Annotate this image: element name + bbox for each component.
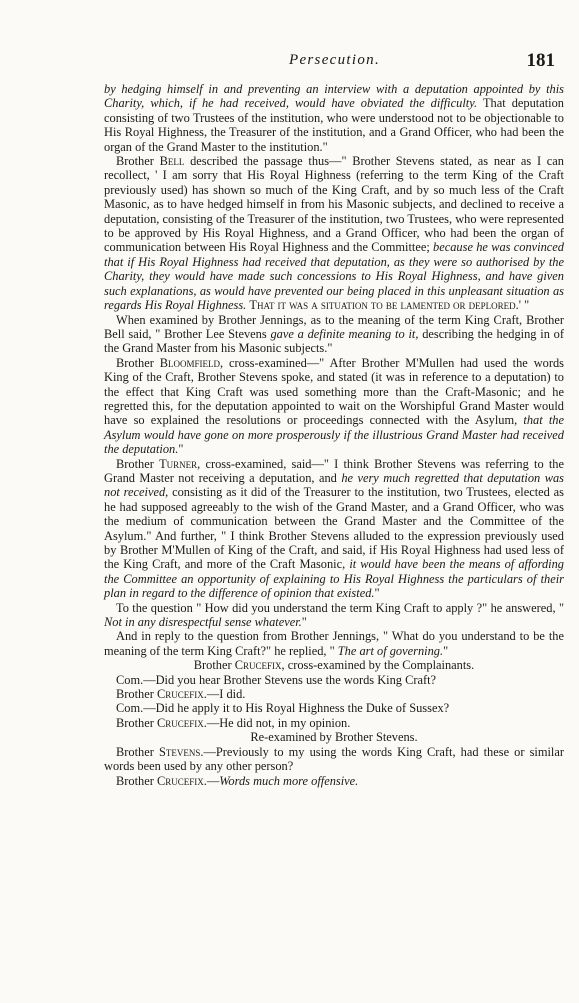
paragraph-p7 [104, 629, 564, 658]
small-caps-run: Crucefix [156, 715, 204, 730]
paragraph-p6 [104, 601, 564, 630]
text-run: Com.—Did he apply it to His Royal Highness the Duke of Sussex? [116, 701, 450, 716]
small-caps-run: Crucefix [156, 773, 204, 788]
text-run: When examined by Brother Jennings, as to the meaning of the term King Craft, Brother Bell said, " Brother Lee Stevens [104, 312, 564, 341]
italic-run: that the Asylum would have gone on more prosperously if the illustrious Grand Master had received the deputation. [104, 413, 564, 457]
paragraph-p1 [104, 82, 564, 154]
text-run: That deputation consisting of two Trustees of the institution, who were understood not to be objectionable to His Royal Highness, the Treasurer of the institution, and a Grand Officer, who had been the organ of the Grand Master to the institution." [104, 96, 564, 154]
text-run: " [301, 615, 307, 630]
text-run: Brother [193, 658, 235, 673]
italic-run: because he was convinced that if His Royal Highness had received that deputation, as they were so authorised by the Charity, they would have made such concessions to His Royal Highness, and have given such explanations, as would have prevented our being placed in this unpleasant situation as regards His Royal Highness. [104, 240, 564, 313]
text-run: ' " [518, 298, 530, 313]
text-run: Brother [116, 456, 160, 471]
small-caps-run: That it was a situation to be lamented or deplored. [249, 298, 519, 313]
text-run: .— [203, 773, 220, 788]
small-caps-run: Stevens [158, 744, 201, 759]
text-run: describing the hedging in of the Grand Master from his Masonic subjects." [104, 326, 565, 356]
running-title: Persecution. [289, 52, 380, 68]
small-caps-run: Crucefix [234, 658, 282, 673]
paragraph-p13 [104, 730, 564, 744]
italic-run: Not in any disrespectful sense whatever. [104, 615, 302, 630]
text-run: And in reply to the question from Brother Jennings, " What do you understand to be the meaning of the term King Craft?" he replied, " [104, 629, 564, 658]
italic-run: it would have been the means of affording the Committee an opportunity of explaining to His Royal Highness the particulars of their plan in regard to the difference of opinion that existed. [104, 557, 564, 601]
small-caps-run: Turner [159, 456, 198, 471]
paragraph-p11 [104, 701, 564, 715]
running-head [108, 52, 561, 78]
text-run: Brother [116, 744, 159, 759]
paragraph-p12 [104, 716, 564, 730]
text-run: .—He did not, in my opinion. [203, 715, 351, 730]
small-caps-run: Bloomfield [159, 355, 221, 370]
text-run: , cross-examined, said—" I think Brother Stevens was referring to the Grand Master not receiving a deputation, and [104, 456, 564, 485]
text-run: " [178, 442, 184, 457]
text-run: Brother [116, 154, 160, 169]
text-run: .—Previously to my using the words King Craft, had these or similar words been used by any other person? [104, 744, 564, 774]
text-run: Re-examined by Brother Stevens. [250, 730, 418, 745]
text-run: Brother [116, 715, 157, 730]
italic-run: The art of governing. [337, 643, 444, 658]
text-run: Com.—Did you hear Brother Stevens use the words King Craft? [116, 672, 437, 687]
italic-run: gave a definite meaning to it, [270, 326, 419, 341]
paragraph-p14 [104, 745, 564, 774]
paragraph-p9 [104, 673, 564, 687]
text-run: Brother [116, 773, 157, 788]
paragraph-p5 [104, 457, 564, 601]
paragraph-p4 [104, 356, 564, 457]
text-run: " [443, 643, 449, 658]
paragraph-p2 [104, 154, 564, 312]
paragraph-p8 [104, 658, 564, 672]
text-run: Brother [116, 355, 160, 370]
text-run: described the passage thus—" Brother Stevens stated, as near as I can recollect, ' I am sorry that His Royal Highness (referring to the term King of the Craft previously used) has shown so much of the King Craft, and by so much less of the Craft Masonic, as to have hedged himself in from his Masonic subjects, and declined to receive a deputation, consisting of the Treasurer of the institution, two Trustees, who were represented to be approved by His Royal Highness, and a Grand Officer, who had been the organ of communication between His Royal Highness and the Committee; [104, 154, 564, 255]
body-text [104, 82, 564, 788]
small-caps-run: Bell [159, 154, 185, 169]
italic-run: by hedging himself in and preventing an interview with a deputation appointed by this Charity, which, if he had received, would have obviated the difficulty. [104, 82, 564, 111]
text-run: To the question " How did you understand the term King Craft to apply ?" he answered, " [116, 600, 564, 615]
text-run: , cross-examined—" After Brother M'Mullen had used the words King of the Craft, Brother Stevens spoke, and stated (it was in reference to a deputation) to the effect that King Craft was used something more than the Craft-Masonic; and he regretted this, for the deputation appointed to wait on the Worshipful Grand Master would have so explained the resolutions or proceedings connected with the Asylum, [104, 355, 564, 428]
text-run: .—I did. [203, 687, 246, 702]
text-run: Brother [116, 687, 157, 702]
italic-run: Words much more offensive. [219, 773, 359, 788]
text-run: consisting as it did of the Treasurer to the institution, two Trustees, elected as he had supposed agreeably to the wish of the Grand Master, and a Grand Officer, who was the medium of communication between the Grand Master and the Committee of the Asylum." And further, " I think Brother Stevens alluded to the expression previously used by Brother M'Mullen of King of the Craft, and said, if His Royal Highness had used less of the King Craft, and more of the Craft Masonic, [104, 485, 564, 572]
text-run: , cross-examined by the Complainants. [281, 658, 475, 673]
italic-run: he very much regretted that deputation was not received, [104, 470, 565, 500]
paragraph-p15 [104, 774, 564, 788]
text-run: " [374, 586, 380, 601]
paragraph-p3 [104, 313, 564, 356]
small-caps-run: Crucefix [156, 687, 204, 702]
page-number: 181 [526, 50, 555, 71]
paragraph-p10 [104, 687, 564, 701]
